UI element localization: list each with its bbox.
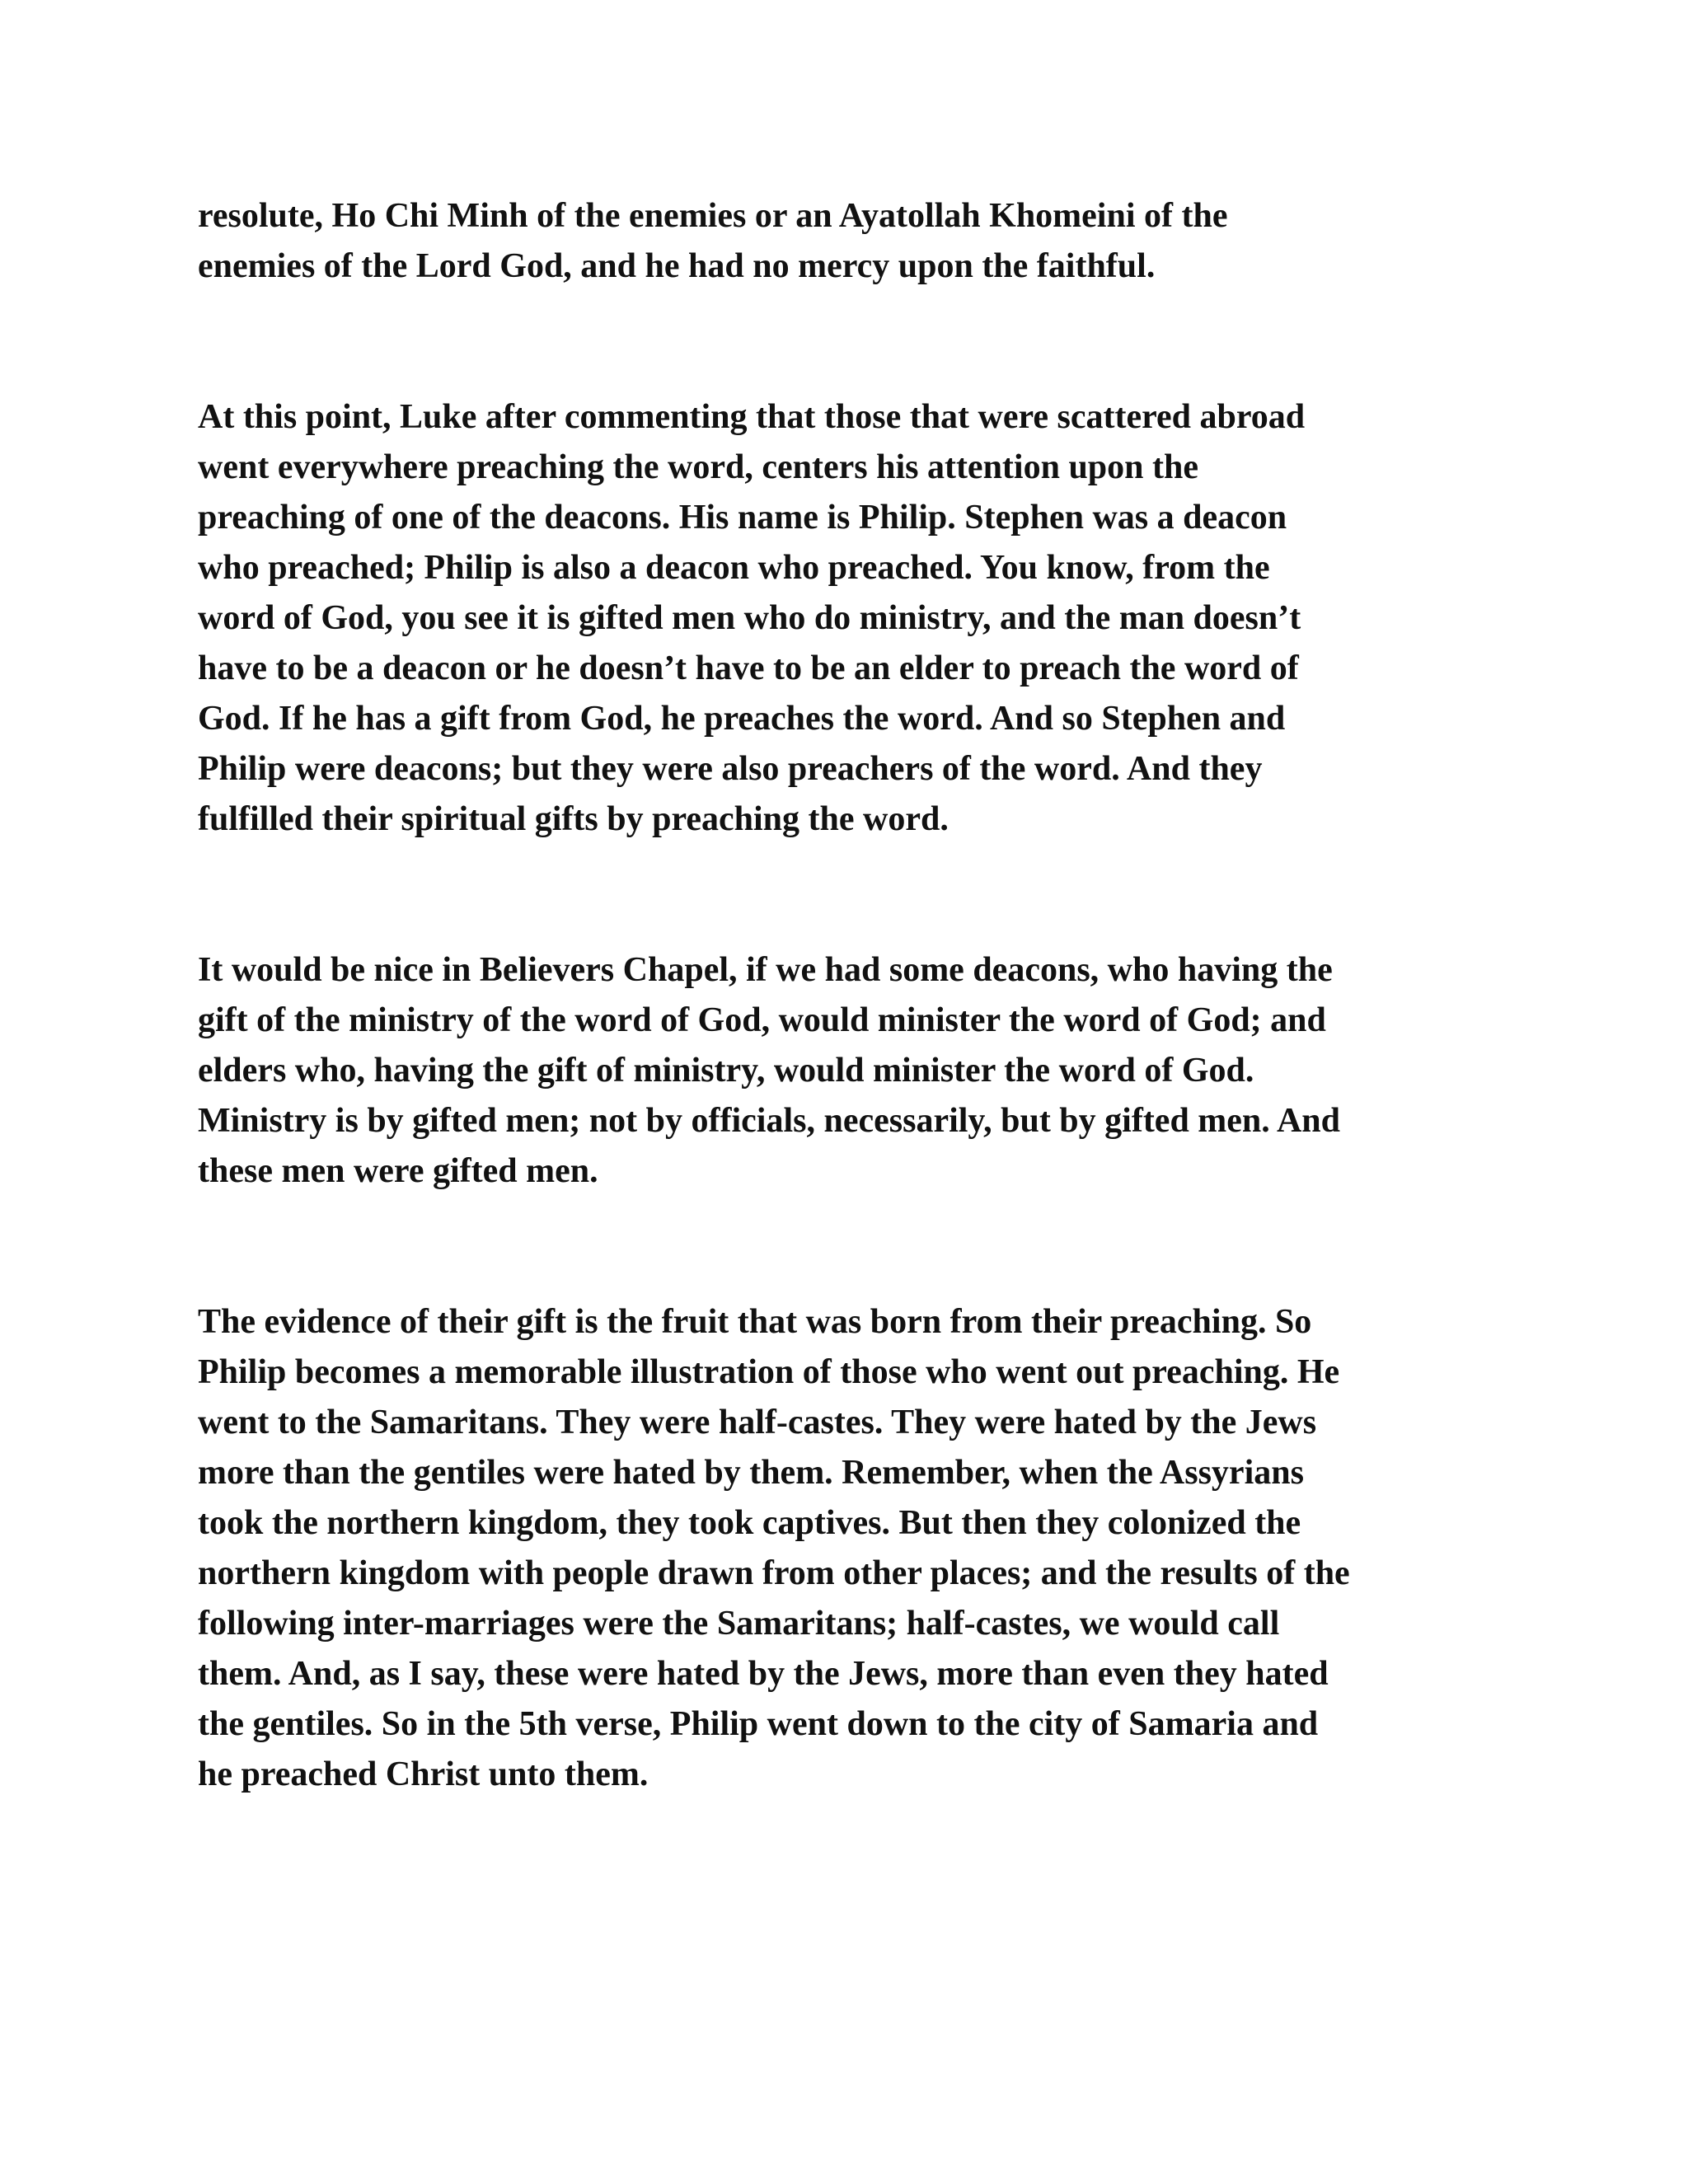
text-line: God. If he has a gift from God, he preaches the word. And so Stephen and [198, 700, 1286, 738]
text-line: enemies of the Lord God, and he had no mercy upon the faithful. [198, 247, 1156, 285]
text-line: Ministry is by gifted men; not by officials, necessarily, but by gifted men. And [198, 1102, 1341, 1140]
text-line: Philip becomes a memorable illustration of those who went out preaching. He [198, 1353, 1340, 1391]
text-line: elders who, having the gift of ministry, would minister the word of God. [198, 1052, 1254, 1090]
paragraph-2 [198, 392, 1500, 845]
body-text [198, 191, 1500, 1800]
text-line: The evidence of their gift is the fruit that was born from their preaching. So [198, 1303, 1312, 1341]
text-line: took the northern kingdom, they took captives. But then they colonized the [198, 1504, 1301, 1542]
text-line: went to the Samaritans. They were half-castes. They were hated by the Jews [198, 1404, 1317, 1441]
text-line: fulfilled their spiritual gifts by preaching the word. [198, 800, 949, 838]
paragraph-1 [198, 191, 1500, 292]
text-line: have to be a deacon or he doesn’t have to be an elder to preach the word of [198, 649, 1299, 687]
text-line: gift of the ministry of the word of God, would minister the word of God; and [198, 1001, 1326, 1039]
paragraph-3 [198, 945, 1500, 1197]
text-line: word of God, you see it is gifted men who do ministry, and the man doesn’t [198, 599, 1301, 637]
text-line: following inter-marriages were the Samaritans; half-castes, we would call [198, 1605, 1280, 1643]
text-line: Philip were deacons; but they were also preachers of the word. And they [198, 750, 1263, 788]
text-line: he preached Christ unto them. [198, 1755, 649, 1793]
text-line: the gentiles. So in the 5th verse, Philip went down to the city of Samaria and [198, 1705, 1319, 1743]
text-line: more than the gentiles were hated by them. Remember, when the Assyrians [198, 1454, 1304, 1492]
text-line: At this point, Luke after commenting that those that were scattered abroad [198, 398, 1306, 436]
text-line: these men were gifted men. [198, 1152, 598, 1190]
text-line: who preached; Philip is also a deacon who preached. You know, from the [198, 549, 1270, 587]
paragraph-4 [198, 1297, 1500, 1800]
text-line: preaching of one of the deacons. His name is Philip. Stephen was a deacon [198, 499, 1287, 537]
text-line: them. And, as I say, these were hated by the Jews, more than even they hated [198, 1655, 1329, 1693]
text-line: resolute, Ho Chi Minh of the enemies or an Ayatollah Khomeini of the [198, 197, 1228, 235]
text-line: went everywhere preaching the word, centers his attention upon the [198, 448, 1199, 486]
text-line: It would be nice in Believers Chapel, if we had some deacons, who having the [198, 951, 1333, 989]
text-line: northern kingdom with people drawn from other places; and the results of the [198, 1554, 1350, 1592]
